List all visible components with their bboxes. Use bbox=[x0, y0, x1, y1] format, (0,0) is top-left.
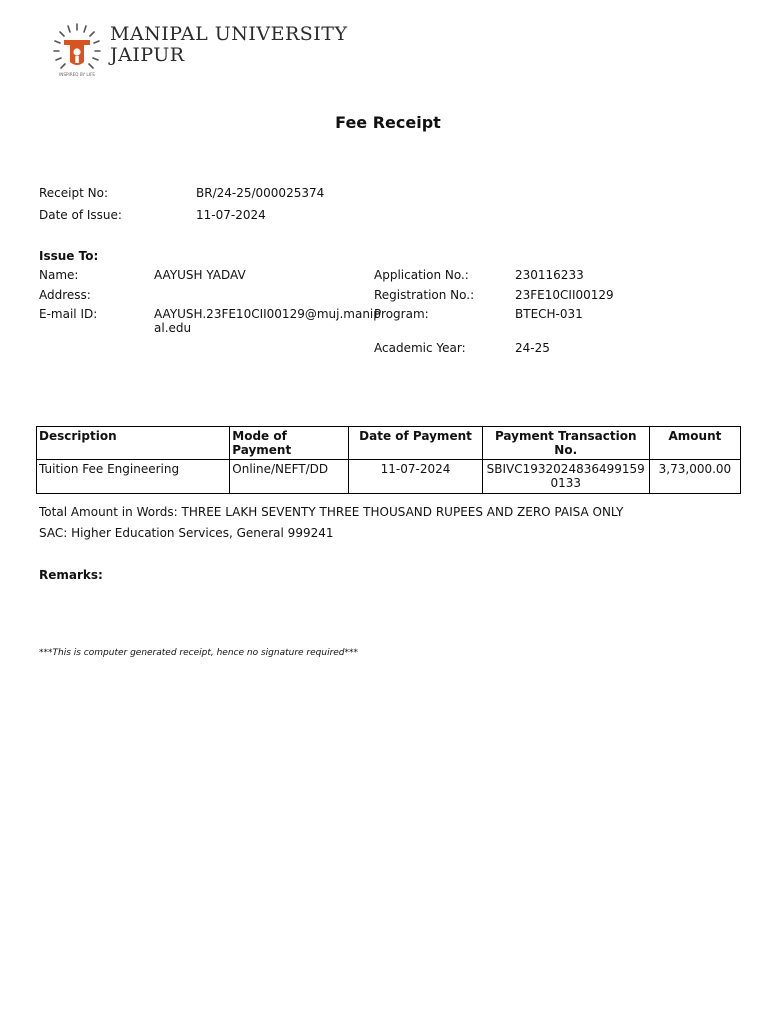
email-value-line1: AAYUSH.23FE10CII00129@muj.manip bbox=[154, 307, 381, 321]
receipt-no-label: Receipt No: bbox=[39, 186, 108, 200]
cell-mode: Online/NEFT/DD bbox=[230, 460, 349, 494]
table-row bbox=[37, 460, 741, 494]
application-no-value: 230116233 bbox=[515, 268, 584, 282]
page-title: Fee Receipt bbox=[335, 113, 441, 132]
application-no-label: Application No.: bbox=[374, 268, 469, 282]
cell-date: 11-07-2024 bbox=[349, 460, 482, 494]
issue-to-heading: Issue To: bbox=[39, 249, 99, 263]
university-city: JAIPUR bbox=[110, 44, 185, 66]
column-header-date: Date of Payment bbox=[349, 427, 482, 460]
name-label: Name: bbox=[39, 268, 79, 282]
registration-no-value: 23FE10CII00129 bbox=[515, 288, 614, 302]
remarks-label: Remarks: bbox=[39, 568, 103, 582]
sac-code: SAC: Higher Education Services, General 999241 bbox=[39, 526, 334, 540]
receipt-no-value: BR/24-25/000025374 bbox=[196, 186, 325, 200]
program-value: BTECH-031 bbox=[515, 307, 583, 321]
university-logo bbox=[50, 18, 360, 80]
column-header-amount: Amount bbox=[649, 427, 740, 460]
email-label: E-mail ID: bbox=[39, 307, 98, 321]
cell-amount: 3,73,000.00 bbox=[649, 460, 740, 494]
column-header-description: Description bbox=[37, 427, 230, 460]
academic-year-value: 24-25 bbox=[515, 341, 550, 355]
date-of-issue-label: Date of Issue: bbox=[39, 208, 122, 222]
computer-generated-note: ***This is computer generated receipt, hence no signature required*** bbox=[39, 648, 359, 658]
column-header-mode: Mode of Payment bbox=[230, 427, 349, 460]
total-amount-in-words: Total Amount in Words: THREE LAKH SEVENTY THREE THOUSAND RUPEES AND ZERO PAISA ONLY bbox=[39, 505, 624, 519]
registration-no-label: Registration No.: bbox=[374, 288, 475, 302]
university-name: MANIPAL UNIVERSITY bbox=[110, 23, 348, 45]
address-label: Address: bbox=[39, 288, 91, 302]
svg-text:INSPIRED BY LIFE: INSPIRED BY LIFE bbox=[58, 72, 96, 77]
email-value-line2: al.edu bbox=[154, 321, 192, 335]
table-header-row bbox=[37, 427, 741, 460]
manipal-university-emblem-icon bbox=[50, 18, 104, 80]
cell-description: Tuition Fee Engineering bbox=[37, 460, 230, 494]
column-header-transaction: Payment Transaction No. bbox=[482, 427, 649, 460]
cell-transaction-no: SBIVC19320248364991590133 bbox=[482, 460, 649, 494]
program-label: Program: bbox=[374, 307, 429, 321]
fee-table bbox=[36, 426, 741, 494]
date-of-issue-value: 11-07-2024 bbox=[196, 208, 266, 222]
name-value: AAYUSH YADAV bbox=[154, 268, 246, 282]
academic-year-label: Academic Year: bbox=[374, 341, 466, 355]
